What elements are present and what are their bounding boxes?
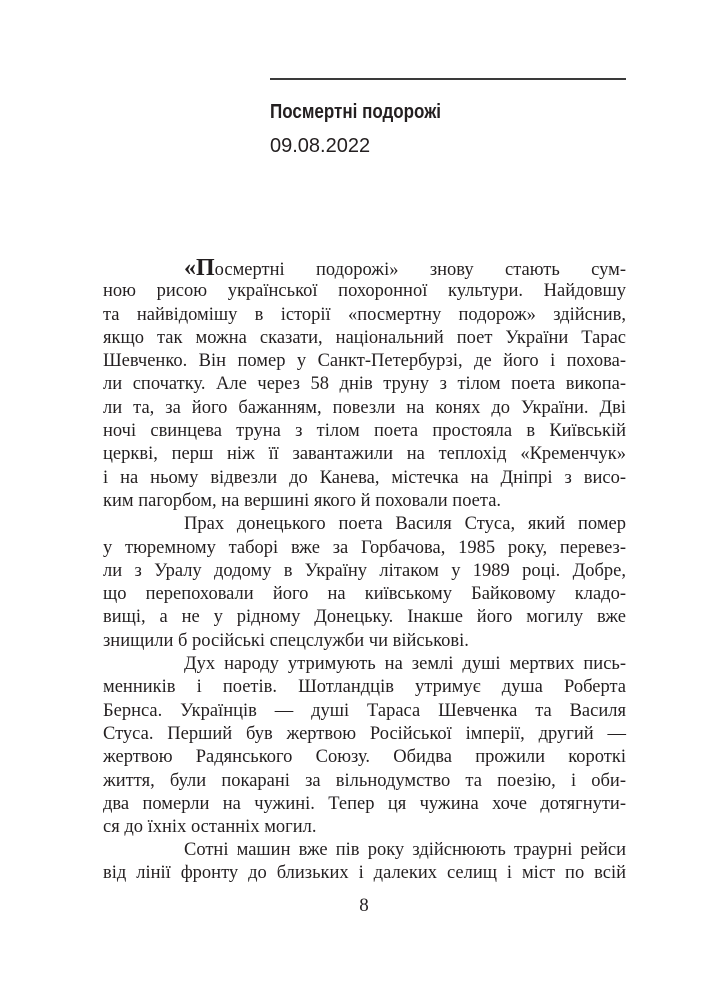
paragraph-2 — [103, 513, 626, 653]
drop-cap: П — [196, 255, 215, 281]
paragraph-line: ли з Уралу додому в Україну літаком у 1989 році. Добре, — [103, 560, 626, 581]
paragraph-line: і на ньому відвезли до Канева, містечка на Дніпрі з висо- — [103, 467, 626, 488]
paragraph-line: ною рисою української похоронної культури. Найдовшу — [103, 281, 626, 302]
paragraph-line — [103, 257, 626, 280]
paragraph-1 — [103, 257, 626, 513]
paragraph-line: ли та, за його бажанням, повезли на конях до України. Дві — [103, 397, 626, 418]
paragraph-line: якщо так можна сказати, національний поет України Тарас — [103, 327, 626, 348]
paragraph-line: що перепоховали його на київському Байковому кладо- — [103, 584, 626, 605]
body-text-continued — [103, 839, 626, 886]
paragraph-line: церкві, перш ніж її завантажили на теплохід «Кременчук» — [103, 444, 626, 465]
paragraph-line: Шевченко. Він помер у Санкт-Петербурзі, де його і похова- — [103, 351, 626, 372]
body-text-main — [103, 257, 626, 839]
top-rule — [270, 78, 626, 80]
article-date: 09.08.2022 — [270, 135, 371, 157]
paragraph-4 — [103, 839, 626, 886]
paragraph-line: Стуса. Перший був жертвою Російської імперії, другий — — [103, 723, 626, 744]
paragraph-line-text: осмертні подорожі» знову стають сум- — [214, 260, 626, 280]
paragraph-3 — [103, 653, 626, 839]
paragraph-line: ночі свинцева труна з тілом поета простояла в Київській — [103, 421, 626, 442]
paragraph-line: жертвою Радянського Союзу. Обидва прожили короткі — [103, 747, 626, 768]
paragraph-line: менників і поетів. Шотландців утримує душа Роберта — [103, 677, 626, 698]
paragraph-line: від лінії фронту до близьких і далеких селищ і міст по всій — [103, 863, 626, 884]
paragraph-line: та найвідомішу в історії «посмертну подорож» здійснив, — [103, 304, 626, 325]
paragraph-line: життя, були покарані за вільнодумство та поезію, і оби- — [103, 770, 626, 791]
drop-quote: « — [184, 255, 196, 281]
paragraph-line: Сотні машин вже пів року здійснюють траурні рейси — [184, 840, 626, 860]
paragraph-line: знищили б російські спецслужби чи військові. — [103, 630, 469, 651]
paragraph-line: у тюремному таборі вже за Горбачова, 1985 року, перевез- — [103, 537, 626, 558]
paragraph-line: два померли на чужині. Тепер ця чужина хоче дотягнути- — [103, 793, 626, 814]
paragraph-line: ким пагорбом, на вершині якого й поховали поета. — [103, 490, 502, 511]
paragraph-line: Бернса. Українців — душі Тараса Шевченка та Василя — [103, 700, 626, 721]
paragraph-line: Прах донецького поета Василя Стуса, який помер — [184, 514, 626, 535]
paragraph-line: вищі, а не у рідному Донецьку. Інакше його могилу вже — [103, 607, 626, 628]
page-number: 8 — [359, 895, 369, 916]
paragraph-line: ся до їхніх останніх могил. — [103, 817, 317, 838]
paragraph-line: ли спочатку. Але через 58 днів труну з тілом поета викопа- — [103, 374, 626, 395]
paragraph-line: Дух народу утримують на землі душі мертвих пись- — [184, 654, 626, 675]
article-title: Посмертні подорожі — [270, 101, 441, 123]
